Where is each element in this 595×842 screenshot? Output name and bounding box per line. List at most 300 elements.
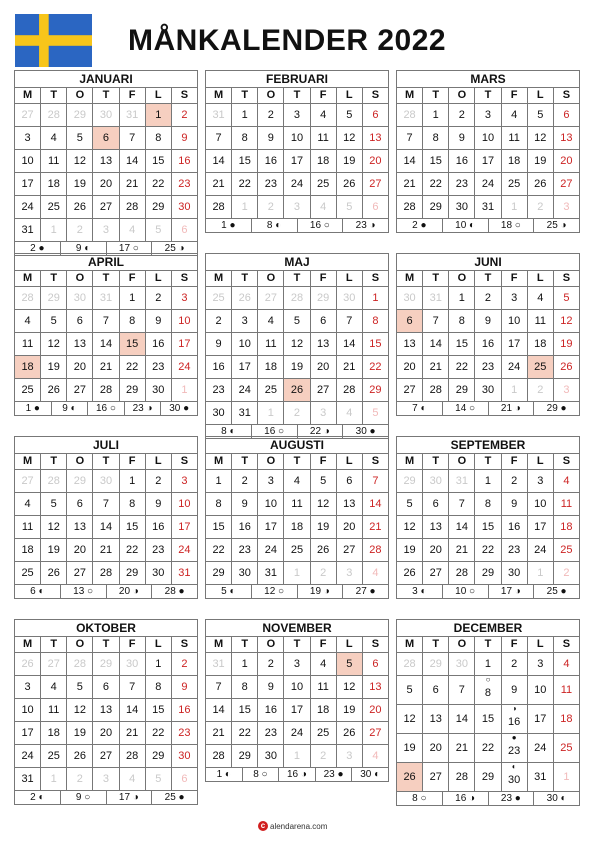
- day-cell: 28: [362, 539, 388, 562]
- moon-phase: 30 ●: [342, 425, 388, 438]
- day-cell: 3: [93, 768, 119, 791]
- day-cell: 19: [67, 173, 93, 196]
- day-cell: 3: [475, 104, 501, 127]
- weekday-header: F: [310, 88, 336, 104]
- day-cell: 25: [553, 539, 579, 562]
- weekday-header: M: [206, 454, 232, 470]
- weekday-header: O: [449, 637, 475, 653]
- day-cell: 29: [475, 562, 501, 585]
- weekday-header: O: [258, 88, 284, 104]
- day-cell: 27: [15, 104, 41, 127]
- day-cell: 2: [232, 470, 258, 493]
- day-cell: 24: [171, 356, 197, 379]
- weekday-header: S: [553, 454, 579, 470]
- day-cell: 5: [41, 310, 67, 333]
- day-cell: 6: [362, 104, 388, 127]
- moon-phase: 8 ○: [242, 768, 279, 781]
- day-cell: 29: [449, 379, 475, 402]
- day-cell: 10: [258, 493, 284, 516]
- moon-phase: 30 ◐: [351, 768, 388, 781]
- month-name: OKTOBER: [14, 619, 198, 636]
- day-cell: 5: [397, 676, 423, 705]
- day-cell: 6: [423, 493, 449, 516]
- day-cell: 4: [527, 287, 553, 310]
- day-cell: 21: [397, 173, 423, 196]
- day-cell: 19: [284, 356, 310, 379]
- month-table: [396, 636, 580, 792]
- day-cell: 27: [362, 722, 388, 745]
- day-cell: 13: [310, 333, 336, 356]
- day-cell: 1: [527, 562, 553, 585]
- day-cell: 16 ◑: [501, 705, 527, 734]
- day-cell: 21: [119, 722, 145, 745]
- day-cell: 24: [527, 734, 553, 763]
- day-cell: 26: [553, 356, 579, 379]
- day-cell: 5: [336, 653, 362, 676]
- day-cell: 31: [171, 562, 197, 585]
- month-name: NOVEMBER: [205, 619, 389, 636]
- weekday-header: M: [15, 454, 41, 470]
- day-cell: 7: [423, 310, 449, 333]
- moon-phases-row: [205, 219, 389, 233]
- day-cell: 29: [67, 470, 93, 493]
- weekday-header: T: [284, 637, 310, 653]
- day-cell: 9: [145, 310, 171, 333]
- moon-phase: 28 ●: [151, 585, 197, 598]
- day-cell: 14: [449, 705, 475, 734]
- month-table: [396, 453, 580, 585]
- day-cell: 27: [15, 470, 41, 493]
- day-cell: 26: [41, 379, 67, 402]
- month-november: [205, 619, 389, 782]
- day-cell: 14: [119, 699, 145, 722]
- weekday-header: L: [527, 88, 553, 104]
- day-cell: 11: [310, 127, 336, 150]
- day-cell: 21: [449, 539, 475, 562]
- day-cell: 10: [284, 676, 310, 699]
- day-cell: 2: [284, 402, 310, 425]
- day-cell: 28: [397, 104, 423, 127]
- day-cell: 30: [206, 402, 232, 425]
- day-cell: 23: [449, 173, 475, 196]
- weekday-header: T: [284, 88, 310, 104]
- day-cell: 17: [527, 705, 553, 734]
- day-cell: 11: [258, 333, 284, 356]
- day-cell: 23: [171, 722, 197, 745]
- day-cell: 9: [171, 676, 197, 699]
- day-cell: 12: [527, 127, 553, 150]
- moon-phase: 17 ○: [106, 242, 152, 255]
- day-cell: 2: [310, 745, 336, 768]
- day-cell: 16: [258, 699, 284, 722]
- day-cell: 9: [501, 493, 527, 516]
- day-cell: 28: [284, 287, 310, 310]
- day-cell: 6: [397, 310, 423, 333]
- day-cell: 4: [553, 653, 579, 676]
- moon-phases-row: [14, 791, 198, 805]
- day-cell: 21: [119, 173, 145, 196]
- day-cell: 4: [284, 470, 310, 493]
- day-cell: 2: [171, 104, 197, 127]
- day-cell: 16: [475, 333, 501, 356]
- day-cell: 28: [41, 104, 67, 127]
- day-cell: 23: [206, 379, 232, 402]
- day-cell: 2: [553, 562, 579, 585]
- day-cell: 9: [258, 676, 284, 699]
- day-cell: 29: [206, 562, 232, 585]
- day-cell: 12: [397, 516, 423, 539]
- day-cell: 6: [362, 196, 388, 219]
- day-cell: 20: [553, 150, 579, 173]
- day-cell: 1: [284, 745, 310, 768]
- day-cell: 28: [93, 562, 119, 585]
- day-cell: 23: [145, 356, 171, 379]
- day-cell: 10: [475, 127, 501, 150]
- weekday-header: T: [41, 637, 67, 653]
- weekday-header: S: [362, 271, 388, 287]
- weekday-header: T: [232, 454, 258, 470]
- day-cell: 22: [206, 539, 232, 562]
- day-cell: 18: [258, 356, 284, 379]
- day-cell: 11: [553, 493, 579, 516]
- day-cell: 2: [258, 653, 284, 676]
- day-cell: 15: [423, 150, 449, 173]
- day-cell: 7: [336, 310, 362, 333]
- day-cell: 24: [501, 356, 527, 379]
- day-cell: 21: [93, 356, 119, 379]
- weekday-header: O: [449, 454, 475, 470]
- day-cell: 22: [119, 356, 145, 379]
- month-table: [205, 87, 389, 219]
- day-cell: 8: [423, 127, 449, 150]
- day-cell: 29: [41, 287, 67, 310]
- day-cell: 26: [232, 287, 258, 310]
- weekday-header: F: [310, 637, 336, 653]
- day-cell: 14: [362, 493, 388, 516]
- moon-phase-icon: ◐: [511, 762, 517, 771]
- day-cell: 16: [145, 516, 171, 539]
- month-december: [396, 619, 580, 806]
- moon-phase: 9 ◐: [51, 402, 88, 415]
- day-cell: 18: [41, 722, 67, 745]
- day-cell: 21: [449, 734, 475, 763]
- moon-phase: 22 ◑: [297, 425, 343, 438]
- day-cell: 28: [449, 562, 475, 585]
- day-cell: 24: [284, 722, 310, 745]
- weekday-header: T: [423, 271, 449, 287]
- day-cell: 6: [67, 310, 93, 333]
- day-cell: 20: [362, 699, 388, 722]
- day-cell: 28: [15, 287, 41, 310]
- day-cell: 22: [423, 173, 449, 196]
- day-cell: 29: [397, 470, 423, 493]
- day-cell: 15: [232, 150, 258, 173]
- weekday-header: O: [449, 88, 475, 104]
- weekday-header: S: [171, 271, 197, 287]
- day-cell: 8: [232, 676, 258, 699]
- moon-phase: 23 ●: [488, 792, 534, 805]
- month-table: [14, 87, 198, 242]
- day-cell: 22: [475, 734, 501, 763]
- day-cell: 15: [232, 699, 258, 722]
- day-cell: 31: [258, 562, 284, 585]
- moon-phase: 2 ●: [30, 243, 45, 254]
- day-cell: 2: [501, 470, 527, 493]
- day-cell: 3: [553, 196, 579, 219]
- day-cell: 2: [258, 104, 284, 127]
- day-cell: 1: [258, 402, 284, 425]
- day-cell: 30: [171, 196, 197, 219]
- day-cell: 24: [232, 379, 258, 402]
- day-cell: 19: [397, 734, 423, 763]
- day-cell: 13: [67, 516, 93, 539]
- day-cell: 15: [449, 333, 475, 356]
- day-cell: 7: [93, 310, 119, 333]
- day-cell: 21: [93, 539, 119, 562]
- month-name: MARS: [396, 70, 580, 87]
- day-cell: 24: [284, 173, 310, 196]
- day-cell: 4: [553, 470, 579, 493]
- day-cell: 2: [145, 287, 171, 310]
- moon-phases-row: [14, 585, 198, 599]
- month-juni: [396, 253, 580, 416]
- day-cell: 6: [93, 127, 119, 150]
- day-cell: 21: [362, 516, 388, 539]
- moon-phases-row: [396, 402, 580, 416]
- day-cell: 23: [258, 173, 284, 196]
- day-cell: 5: [553, 287, 579, 310]
- weekday-header: O: [67, 454, 93, 470]
- month-name: JULI: [14, 436, 198, 453]
- day-cell: 19: [553, 333, 579, 356]
- day-cell: 21: [423, 356, 449, 379]
- moon-phase: 30 ◐: [533, 792, 579, 805]
- day-cell: 29: [119, 562, 145, 585]
- day-cell: 2: [527, 196, 553, 219]
- day-cell: 26: [336, 722, 362, 745]
- weekday-header: T: [475, 637, 501, 653]
- moon-phases-row: [396, 219, 580, 233]
- moon-phase: 10 ◐: [442, 219, 488, 232]
- weekday-header: M: [206, 637, 232, 653]
- day-cell: 1: [423, 104, 449, 127]
- day-cell: 16: [206, 356, 232, 379]
- day-cell: 18: [41, 173, 67, 196]
- weekday-header: T: [475, 454, 501, 470]
- day-cell: 4: [336, 402, 362, 425]
- day-cell: 24: [258, 539, 284, 562]
- day-cell: 26: [310, 539, 336, 562]
- day-cell: 18: [553, 516, 579, 539]
- moon-phase: 16 ○: [87, 402, 124, 415]
- weekday-header: L: [145, 637, 171, 653]
- day-cell: 27: [310, 379, 336, 402]
- month-februari: [205, 70, 389, 233]
- day-cell: 14: [119, 150, 145, 173]
- moon-phase: 2 ◐: [30, 792, 45, 803]
- day-cell: 20: [93, 173, 119, 196]
- day-cell: 23: [232, 539, 258, 562]
- day-cell: 27: [336, 539, 362, 562]
- weekday-header: O: [258, 637, 284, 653]
- day-cell: 5: [362, 402, 388, 425]
- day-cell: 18: [501, 150, 527, 173]
- day-cell: 16: [232, 516, 258, 539]
- moon-phase-icon: ○: [485, 675, 491, 684]
- month-table: [396, 270, 580, 402]
- day-cell: 20: [362, 150, 388, 173]
- day-cell: 29: [119, 379, 145, 402]
- day-cell: 12: [336, 676, 362, 699]
- day-cell: 31: [119, 104, 145, 127]
- day-cell: 19: [41, 356, 67, 379]
- day-cell: 19: [67, 722, 93, 745]
- day-cell: 13: [553, 127, 579, 150]
- day-cell: 31: [527, 763, 553, 792]
- moon-phase: 8 ◐: [251, 219, 297, 232]
- day-cell: 26: [397, 763, 423, 792]
- day-cell: 1: [501, 379, 527, 402]
- day-cell: 20: [93, 722, 119, 745]
- day-cell: 31: [475, 196, 501, 219]
- day-cell: 27: [423, 562, 449, 585]
- moon-phase: 2 ●: [412, 220, 427, 231]
- day-cell: 8: [119, 310, 145, 333]
- day-cell: 17: [475, 150, 501, 173]
- moon-phase: 21 ◑: [488, 402, 534, 415]
- day-cell: 8: [362, 310, 388, 333]
- month-name: SEPTEMBER: [396, 436, 580, 453]
- day-cell: 13: [423, 705, 449, 734]
- day-cell: 25: [206, 287, 232, 310]
- day-cell: 4: [310, 196, 336, 219]
- day-cell: 8: [232, 127, 258, 150]
- moon-phase: 16 ○: [251, 425, 297, 438]
- day-cell: 25: [527, 356, 553, 379]
- day-cell: 9: [501, 676, 527, 705]
- day-cell: 2: [258, 196, 284, 219]
- day-cell: 27: [67, 562, 93, 585]
- day-cell: 2: [67, 768, 93, 791]
- day-cell: 18: [553, 705, 579, 734]
- moon-phase: 25 ◑: [533, 219, 579, 232]
- weekday-header: F: [501, 271, 527, 287]
- day-cell: 28: [67, 653, 93, 676]
- day-cell: 6: [336, 470, 362, 493]
- moon-phase: 3 ◐: [412, 586, 427, 597]
- day-cell: 1: [206, 470, 232, 493]
- weekday-header: T: [93, 637, 119, 653]
- day-cell: 22: [475, 539, 501, 562]
- moon-phases-row: [396, 585, 580, 599]
- day-cell: 7: [206, 676, 232, 699]
- day-cell: 27: [423, 763, 449, 792]
- day-cell: 4: [41, 676, 67, 699]
- month-juli: [14, 436, 198, 599]
- day-cell: 3: [171, 287, 197, 310]
- day-cell: 27: [362, 173, 388, 196]
- day-cell: 5: [41, 493, 67, 516]
- day-cell: 8: [449, 310, 475, 333]
- day-cell: 12: [41, 516, 67, 539]
- day-cell: 28: [119, 745, 145, 768]
- day-cell: 14: [206, 699, 232, 722]
- day-cell: 27: [397, 379, 423, 402]
- weekday-header: T: [423, 88, 449, 104]
- day-cell: 30: [93, 104, 119, 127]
- day-cell: 31: [206, 653, 232, 676]
- day-cell: 29: [310, 287, 336, 310]
- weekday-header: L: [145, 454, 171, 470]
- day-cell: 1: [475, 653, 501, 676]
- day-cell: 4: [41, 127, 67, 150]
- day-cell: 10: [15, 699, 41, 722]
- day-cell: 14: [449, 516, 475, 539]
- day-cell: 18: [527, 333, 553, 356]
- day-cell: 5: [527, 104, 553, 127]
- weekday-header: O: [258, 454, 284, 470]
- day-cell: 31: [15, 768, 41, 791]
- day-cell: 21: [336, 356, 362, 379]
- day-cell: 2: [310, 562, 336, 585]
- month-maj: [205, 253, 389, 439]
- weekday-header: F: [310, 454, 336, 470]
- day-cell: 23: [475, 356, 501, 379]
- day-cell: 11: [501, 127, 527, 150]
- day-cell: 31: [449, 470, 475, 493]
- day-cell: 3: [284, 653, 310, 676]
- day-cell: 6: [423, 676, 449, 705]
- weekday-header: T: [41, 88, 67, 104]
- day-cell: 8: [145, 127, 171, 150]
- day-cell: 11: [41, 699, 67, 722]
- day-cell: 11: [41, 150, 67, 173]
- day-cell: 12: [553, 310, 579, 333]
- day-cell: 4: [15, 310, 41, 333]
- day-cell: 25: [284, 539, 310, 562]
- month-table: [205, 636, 389, 768]
- weekday-header: S: [362, 88, 388, 104]
- day-cell: 15: [119, 333, 145, 356]
- weekday-header: L: [527, 271, 553, 287]
- weekday-header: T: [232, 271, 258, 287]
- day-cell: 26: [336, 173, 362, 196]
- day-cell: 5: [145, 219, 171, 242]
- day-cell: 4: [310, 653, 336, 676]
- day-cell: 22: [232, 173, 258, 196]
- swedish-flag-icon: [15, 14, 92, 67]
- day-cell: 5: [145, 768, 171, 791]
- day-cell: 2: [501, 653, 527, 676]
- moon-phase-icon: ●: [511, 733, 517, 742]
- day-cell: 30: [336, 287, 362, 310]
- moon-phases-row: [396, 792, 580, 806]
- day-cell: 17: [284, 150, 310, 173]
- day-cell: 26: [527, 173, 553, 196]
- day-cell: 16: [258, 150, 284, 173]
- day-cell: 28: [93, 379, 119, 402]
- day-cell: 25: [15, 562, 41, 585]
- day-cell: 16: [501, 516, 527, 539]
- weekday-header: T: [475, 271, 501, 287]
- day-cell: 16: [145, 333, 171, 356]
- day-cell: 30: [423, 470, 449, 493]
- day-cell: 3: [284, 196, 310, 219]
- day-cell: 21: [206, 722, 232, 745]
- weekday-header: L: [145, 271, 171, 287]
- moon-phase: 5 ◐: [221, 586, 236, 597]
- day-cell: 3: [527, 653, 553, 676]
